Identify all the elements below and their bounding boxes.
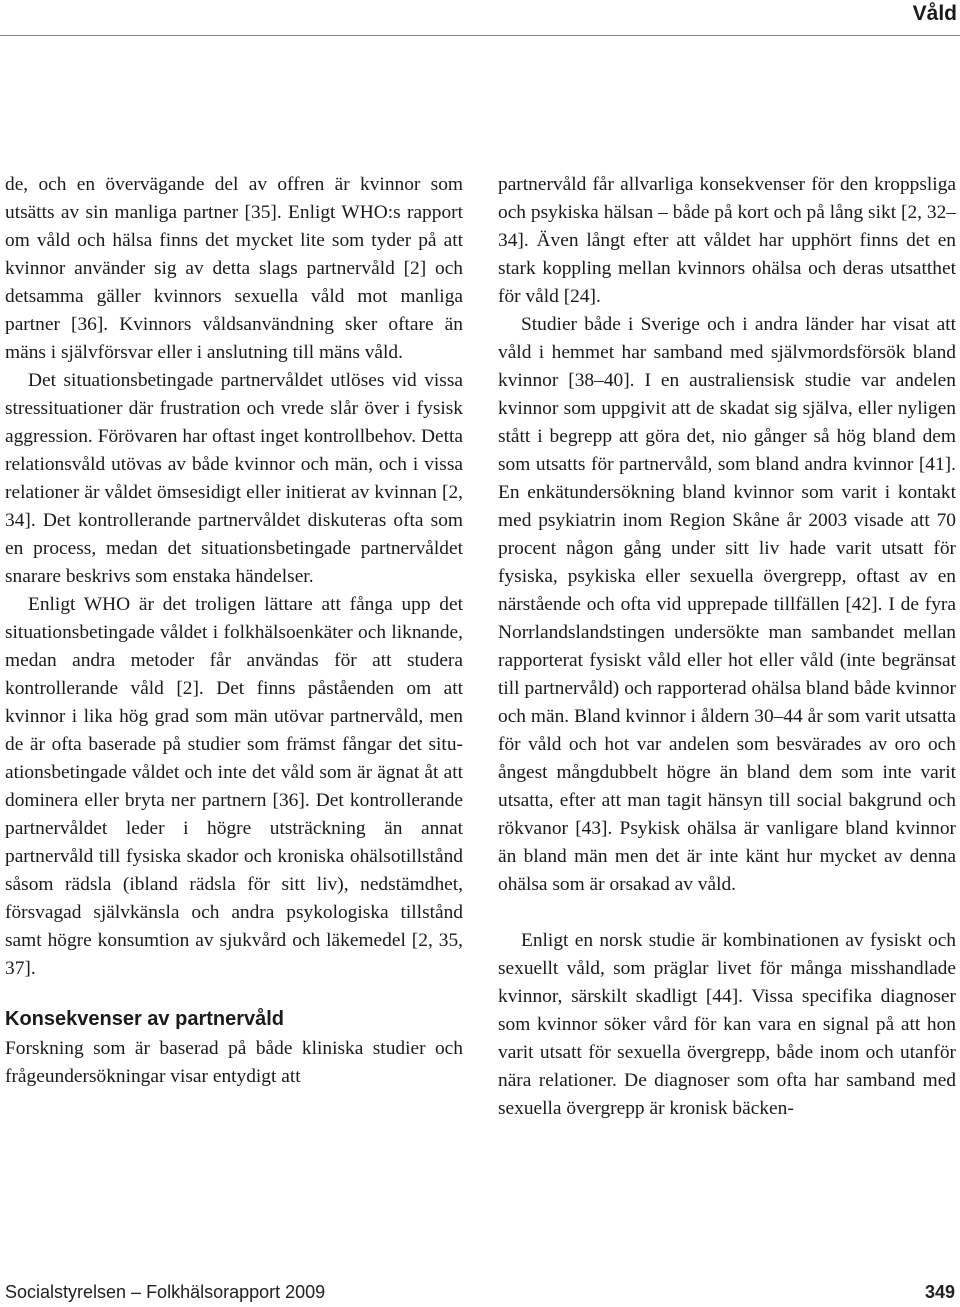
right-column <box>498 171 956 1123</box>
paragraph: Enligt en norsk studie är kombinationen av fysiskt och sexuellt våld, som präglar livet för många misshandlade kvinnor, särskilt skadligt [44]. Vissa specifika diagnoser som kvinnor söker vård för kan vara en signal på att hon varit utsatt för sexuella övergrepp, både inom och utanför nära relationer. De diagnoser som ofta har samband med sexuella övergrepp är kronisk bäcken- <box>498 930 956 1119</box>
paragraph: Det situationsbetingade partnervåldet utlöses vid vissa stressituationer där frustration och vrede slår över i fysisk aggression. Förövaren har oftast inget kontrollbehov. Detta relationsvåld utövas av både kvinnor och män, och i vissa relationer är våldet ömsesidigt eller initierat av kvinnan [2, 34]. Det kontrollerande partnervåldet diskuteras ofta som en process, medan det situationsbetingade partnervåldet snarare beskrivs som enstaka händelser. <box>5 370 463 587</box>
section-header <box>0 0 960 36</box>
paragraph: Enligt WHO är det troligen lättare att fånga upp det situationsbetingade våldet i folkhälsoenkäter och liknande, medan andra metoder får användas för att studera kontrollerande våld [2]. Det finns påståenden om att kvinnor i lika hög grad som män utövar partnervåld, men de är ofta baserade på studier som främst fångar det situationsbetingade våldet och inte det våld som är ägnat åt att dominera eller bryta ner partnern [36]. Det kontrollerande partnervåldet leder i högre utsträckning än annat partnervåld till fysiska skador och kroniska ohälsotillstånd såsom rädsla (ibland rädsla för sitt liv), nedstämdhet, försvagad självkänsla och andra psykologiska tillstånd samt högre konsumtion av sjukvård och läkemedel [2, 35, 37]. <box>5 594 463 979</box>
paragraph: de, och en övervägande del av offren är kvinnor som utsätts av sin manliga partner [35]. Enligt WHO:s rapport om våld och hälsa finns det mycket lite som tyder på att kvinnor använder sig av detta slags partnervåld [2] och detsamma gäller kvinnors sexuella våld mot manliga partner [36]. Kvinnors våldsanvändning sker oftare än mäns i självförsvar eller i anslutning till mäns våld. <box>5 174 463 363</box>
section-subheading: Konsekvenser av partnervåld <box>5 1008 285 1030</box>
paragraph: partnervåld får allvarliga konsekvenser för den kroppsliga och psykiska hälsan – både på kort och på lång sikt [2, 32–34]. Även långt efter att våldet har upphört finns det en stark koppling mellan kvinnors ohälsa och deras utsatthet för våld [24]. <box>498 174 956 307</box>
section-title: Våld <box>912 2 957 25</box>
paragraph: Studier både i Sverige och i andra länder har visat att våld i hemmet har samband med självmordsförsök bland kvinnor [38–40]. I en australiensisk studie var andelen kvinnor som uppgivit att de skadat sig själva, eller nyligen stått i begrepp att göra det, nio gånger så hög bland dem som utsatts för partnervåld, som bland andra kvinnor [41]. En enkätundersökning bland kvinnor som varit i kontakt med psykiatrin inom Region Skåne år 2003 visade att 70 procent någon gång under sitt liv hade varit utsatt för fysiska, psykiska eller sexuella övergrepp, oftast av en närstående och ofta vid upprepade tillfällen [42]. I de fyra Norrlandslandstingen undersökte man sambandet mellan rapporterat fysiskt våld eller hot eller våld (inte begränsat till partnervåld) och rapporterad ohälsa bland både kvinnor och män. Bland kvinnor i åldern 30–44 år som varit utsatta för våld och hot var andelen som besvärades av oro och ångest mångdubbelt högre än bland dem som inte varit utsatta, efter att man tagit hänsyn till social bakgrund och rökvanor [43]. Psykisk ohälsa är vanligare bland kvinnor än bland män men det är inte känt hur mycket av denna ohälsa som är orsakad av våld. <box>498 314 956 895</box>
page-number: 349 <box>924 1282 955 1302</box>
page-footer <box>5 1278 955 1306</box>
left-column <box>5 171 463 1091</box>
paragraph: Forskning som är baserad på både kliniska studier och frågeundersökningar visar entydigt att <box>5 1038 463 1087</box>
publication-title: Socialstyrelsen – Folkhälsorapport 2009 <box>5 1282 326 1302</box>
